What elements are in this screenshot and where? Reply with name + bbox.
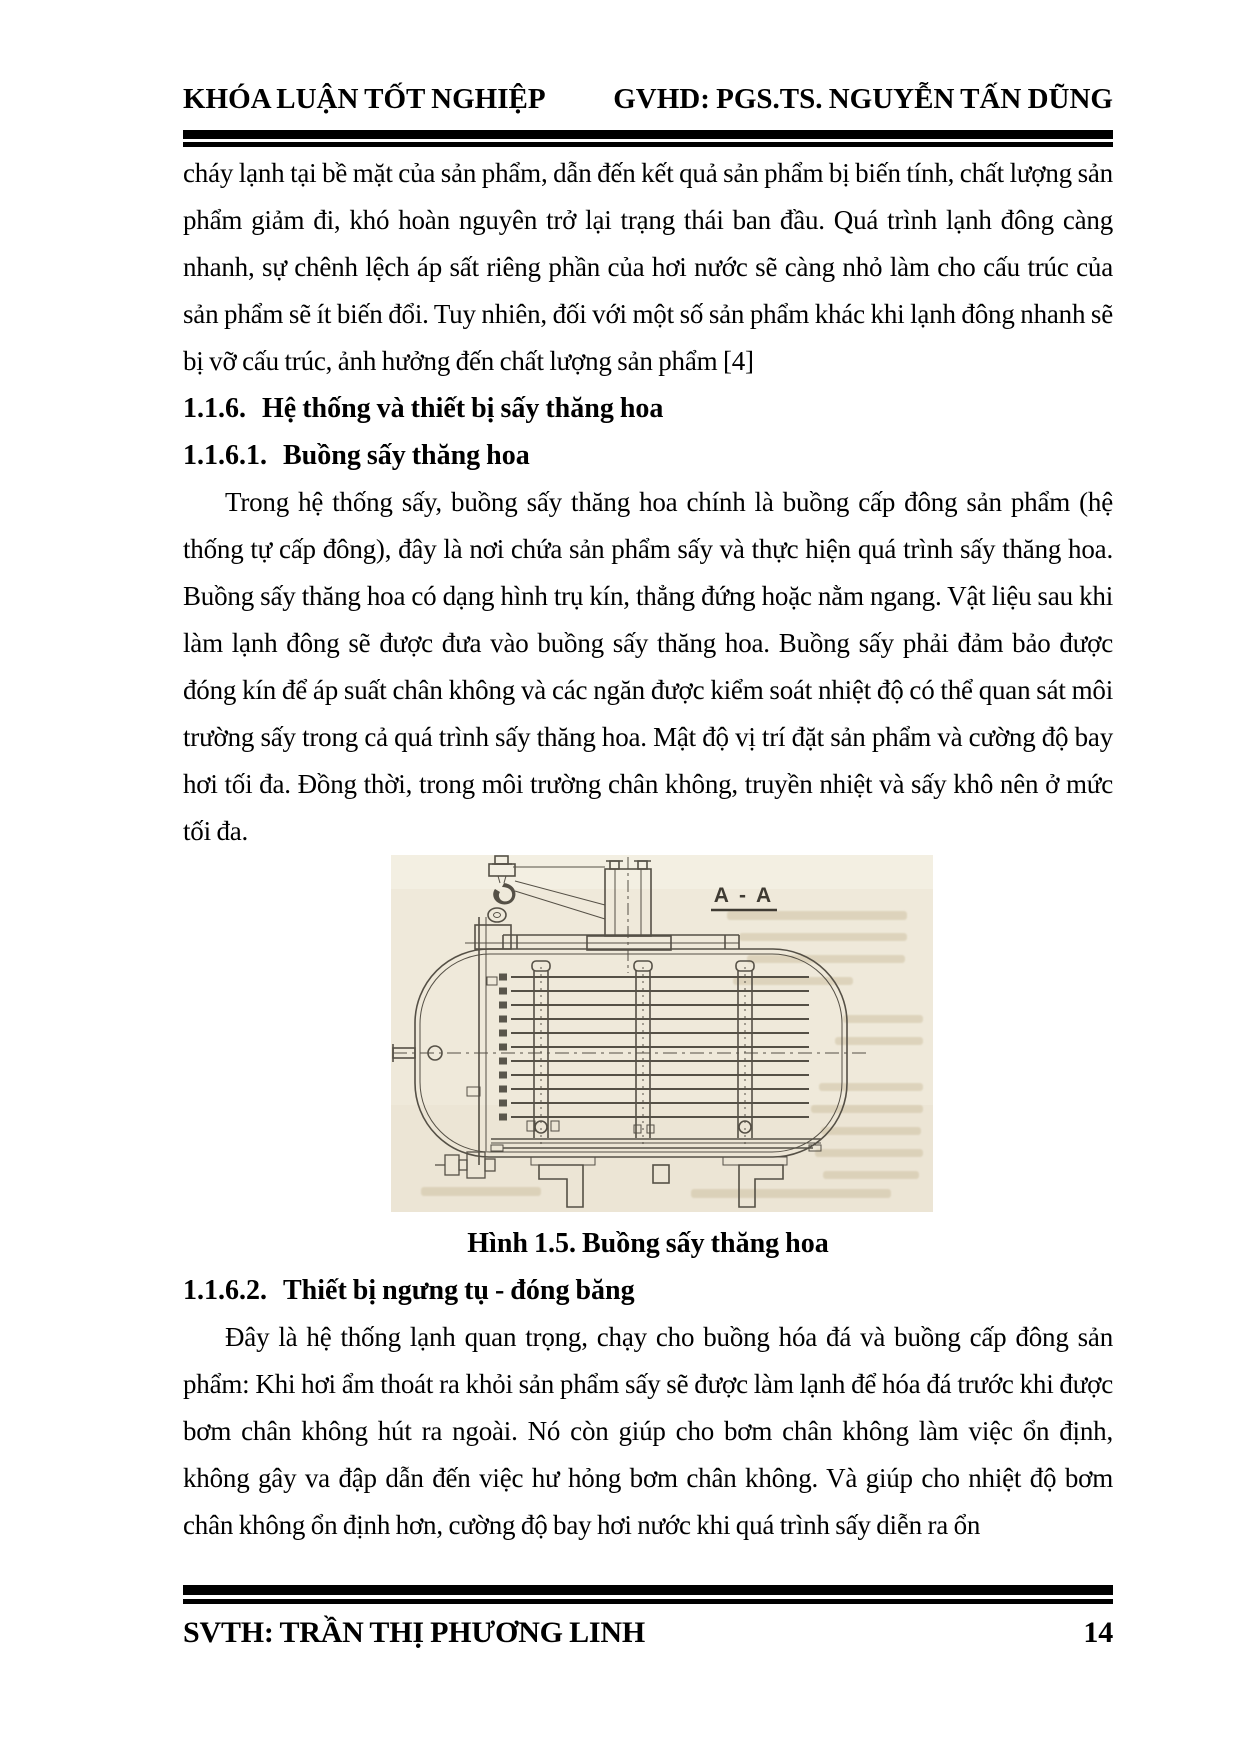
header-left-title: KHÓA LUẬN TỐT NGHIỆP [183,83,546,115]
paragraph-freeze-damage: cháy lạnh tại bề mặt của sản phẩm, dẫn đến kết quả sản phẩm bị biến tính, chất lượng sản phẩm giảm đi, khó hoàn nguyên trở lại trạng thái ban đầu. Quá trình lạnh đông càng nhanh, sự chênh lệch áp sất riêng phần của hơi nước sẽ càng nhỏ làm cho cấu trúc của sản phẩm sẽ ít biến đổi. Tuy nhiên, đối với một số sản phẩm khác khi lạnh đông nhanh sẽ bị vỡ cấu trúc, ảnh hưởng đến chất lượng sản phẩm [4] [183,158,1113,376]
heading-title: Buồng sấy thăng hoa [283,440,530,471]
figure-drying-chamber [391,855,933,1212]
footer-rule-thick [183,1585,1113,1595]
page-footer [183,1612,1113,1654]
footer-author: SVTH: TRẦN THỊ PHƯƠNG LINH [183,1616,645,1649]
heading-1-1-6-2 [183,1267,1113,1314]
footer-rule [183,1585,1113,1604]
heading-number: 1.1.6. [183,393,246,424]
footer-page-number: 14 [1083,1616,1113,1649]
footer-rule-thin [183,1599,1113,1604]
heading-number: 1.1.6.2. [183,1275,267,1306]
paragraph-drying-chamber: Trong hệ thống sấy, buồng sấy thăng hoa chính là buồng cấp đông sản phẩm (hệ thống tự cấp đông), đây là nơi chứa sản phẩm sấy và thực hiện quá trình sấy thăng hoa. Buồng sấy thăng hoa có dạng hình trụ kín, thẳng đứng hoặc nằm ngang. Vật liệu sau khi làm lạnh đông sẽ được đưa vào buồng sấy thăng hoa. Buồng sấy phải đảm bảo được đóng kín để áp suất chân không và các ngăn được kiểm soát nhiệt độ có thể quan sát môi trường sấy trong cả quá trình sấy thăng hoa. Mật độ vị trí đặt sản phẩm và cường độ bay hơi tối đa. Đồng thời, trong môi trường chân không, truyền nhiệt và sấy khô nên ở mức tối đa. [183,487,1113,846]
heading-title: Hệ thống và thiết bị sấy thăng hoa [262,393,664,424]
figure-caption: Hình 1.5. Buồng sấy thăng hoa [467,1228,829,1259]
heading-1-1-6-1 [183,432,1113,479]
heading-1-1-6 [183,385,1113,432]
heading-title: Thiết bị ngưng tụ - đóng băng [283,1275,635,1306]
chamber-technical-drawing [391,855,933,1212]
header-rule-thin [183,142,1113,147]
header-rule-thick [183,130,1113,139]
section-label-a-a: A - A [713,884,775,907]
header-right-title: GVHD: PGS.TS. NGUYỄN TẤN DŨNG [613,83,1113,115]
header-rule [183,130,1113,147]
paragraph-condenser: Đây là hệ thống lạnh quan trọng, chạy cho buồng hóa đá và buồng cấp đông sản phẩm: Khi hơi ẩm thoát ra khỏi sản phẩm sấy sẽ được làm lạnh để hóa đá trước khi được bơm chân không hút ra ngoài. Nó còn giúp cho bơm chân không làm việc ổn định, không gây va đập dẫn đến việc hư hỏng bơm chân không. Và giúp cho nhiệt độ bơm chân không ổn định hơn, cường độ bay hơi nước khi quá trình sấy diễn ra ổn [183,1322,1113,1540]
section-label [711,884,777,910]
heading-number: 1.1.6.1. [183,440,267,471]
page-header [183,78,1113,120]
